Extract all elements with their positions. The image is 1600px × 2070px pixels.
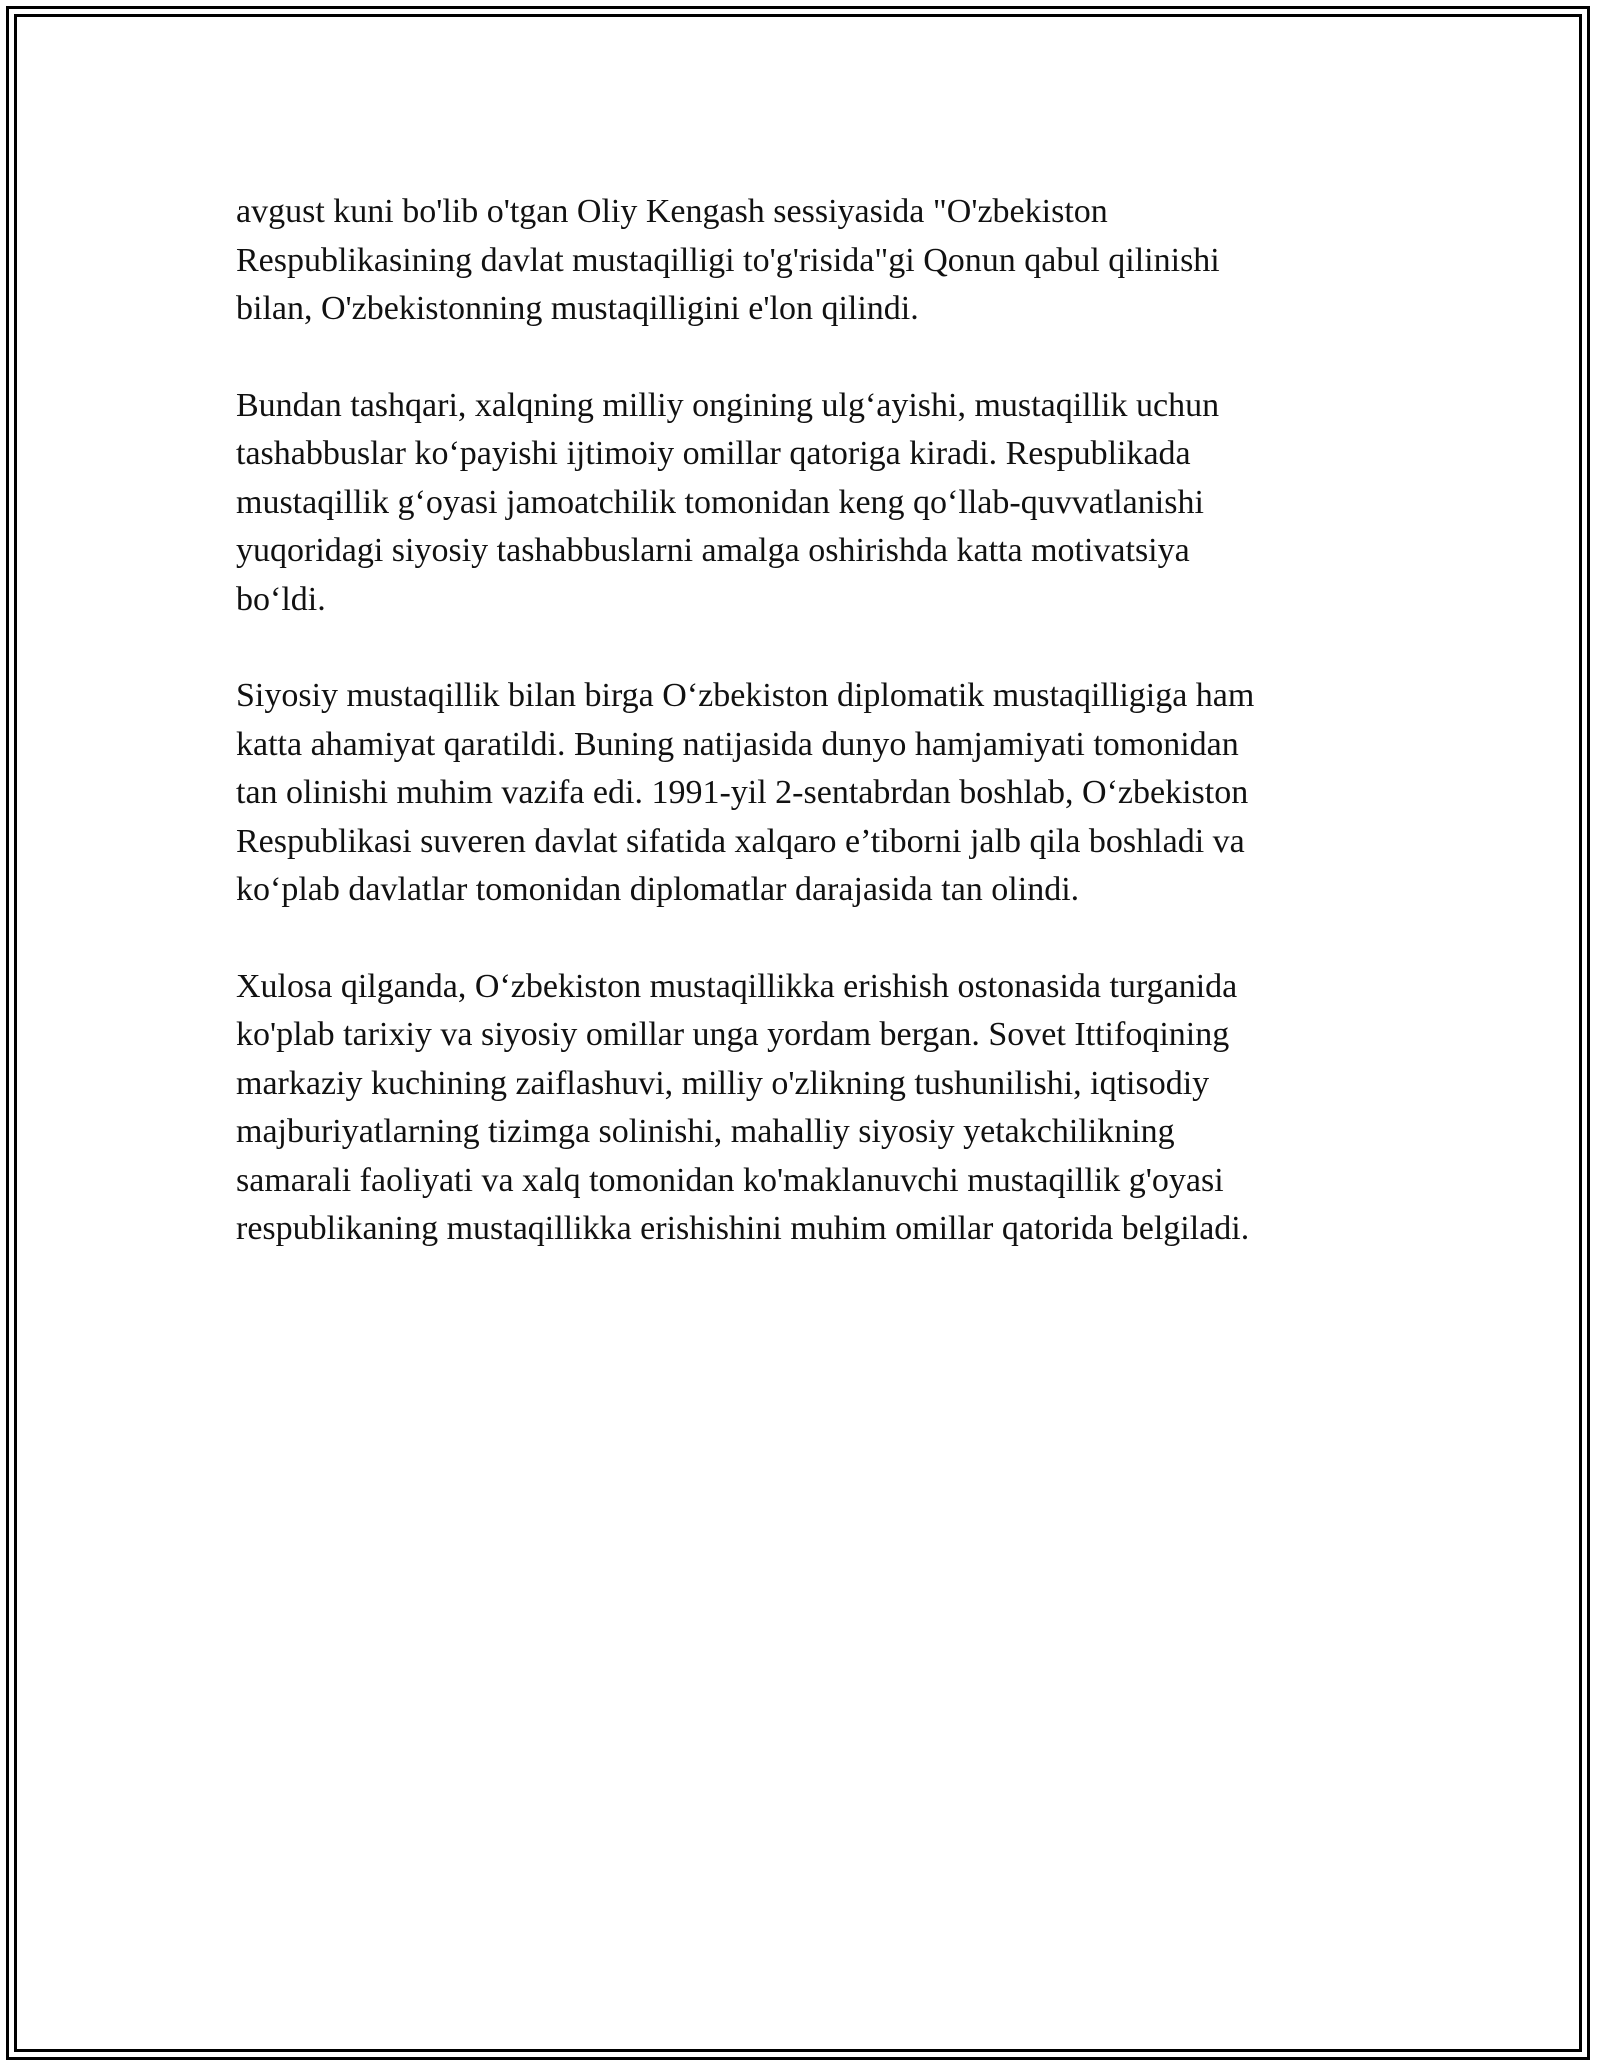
paragraph-line: Bundan tashqari, xalqning milliy ongining ulg‘ayishi, mustaqillik uchun — [236, 386, 1220, 424]
paragraph-line: Xulosa qilganda, O‘zbekiston mustaqillikka erishish ostonasida turganida — [236, 967, 1238, 1005]
paragraph-line: bilan, O'zbekistonning mustaqilligini e'lon qilindi. — [236, 290, 919, 327]
paragraph-line: bo‘ldi. — [236, 580, 326, 618]
paragraph-line: majburiyatlarning tizimga solinishi, mahalliy siyosiy yetakchilikning — [236, 1113, 1175, 1150]
paragraph-line: tan olinishi muhim vazifa edi. 1991-yil 2-sentabrdan boshlab, O‘zbekiston — [236, 774, 1249, 811]
paragraph-1 — [236, 188, 1366, 334]
paragraph-3 — [236, 672, 1366, 915]
paragraph-line: Siyosiy mustaqillik bilan birga O‘zbekiston diplomatik mustaqilligiga ham — [236, 677, 1255, 714]
paragraph-line: ko‘plab davlatlar tomonidan diplomatlar darajasida tan olindi. — [236, 871, 1080, 908]
paragraph-line: katta ahamiyat qaratildi. Buning natijasida dunyo hamjamiyati tomonidan — [236, 725, 1239, 763]
document-body — [236, 188, 1366, 1302]
paragraph-line: Respublikasining davlat mustaqilligi to'g'risida"gi Qonun qabul qilinishi — [236, 241, 1220, 279]
paragraph-2 — [236, 382, 1366, 625]
paragraph-line: respublikaning mustaqillikka erishishini muhim omillar qatorida belgiladi. — [236, 1210, 1250, 1247]
paragraph-line: ko'plab tarixiy va siyosiy omillar unga yordam bergan. Sovet Ittifoqining — [236, 1016, 1230, 1053]
paragraph-line: yuqoridagi siyosiy tashabbuslarni amalga oshirishda katta motivatsiya — [236, 532, 1190, 569]
paragraph-line: markaziy kuchining zaiflashuvi, milliy o'zlikning tushunilishi, iqtisodiy — [236, 1064, 1210, 1102]
paragraph-line: samarali faoliyati va xalq tomonidan ko'maklanuvchi mustaqillik g'oyasi — [236, 1161, 1224, 1199]
paragraph-line: avgust kuni bo'lib o'tgan Oliy Kengash sessiyasida "O'zbekiston — [236, 193, 1108, 230]
paragraph-4 — [236, 963, 1366, 1254]
paragraph-line: mustaqillik g‘oyasi jamoatchilik tomonidan keng qo‘llab-quvvatlanishi — [236, 483, 1204, 521]
paragraph-line: tashabbuslar ko‘payishi ijtimoiy omillar qatoriga kiradi. Respublikada — [236, 435, 1191, 472]
paragraph-line: Respublikasi suveren davlat sifatida xalqaro e’tiborni jalb qila boshladi va — [236, 822, 1245, 860]
